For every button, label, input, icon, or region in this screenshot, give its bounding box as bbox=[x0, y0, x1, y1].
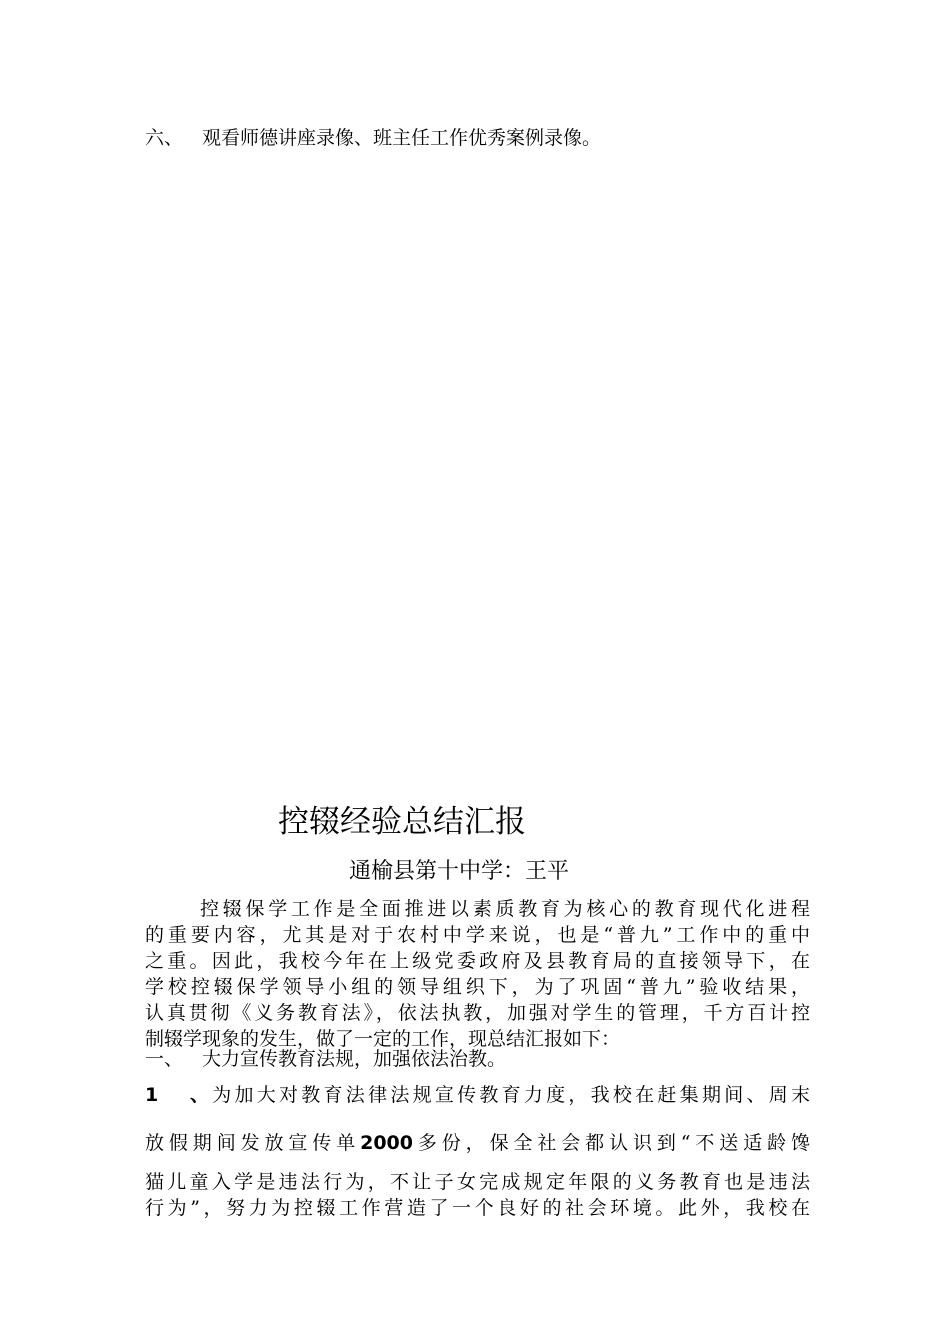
item-one-line-1 bbox=[145, 1083, 810, 1107]
paragraph-line: 认真贯彻《义务教育法》，依法执教，加强对学生的管理，千方百计控 bbox=[145, 1002, 810, 1024]
item-text: 多份，保全社会都认识到“不送适龄馋 bbox=[412, 1132, 810, 1154]
item-one-line-3 bbox=[145, 1170, 810, 1194]
item-one-line-4 bbox=[145, 1196, 810, 1220]
intro-paragraph bbox=[145, 896, 810, 1052]
paragraph-line: 之重。因此，我校今年在上级党委政府及县教育局的直接领导下，在 bbox=[145, 950, 810, 972]
section-number: 六、 bbox=[145, 127, 184, 149]
section-number: 一、 bbox=[145, 1048, 184, 1070]
leaflet-count: 2000 bbox=[360, 1132, 413, 1154]
item-text: 行为”，努力为控辍工作营造了一个良好的社会环境。此外，我校在 bbox=[145, 1197, 810, 1219]
paragraph-line: 的重要内容，尤其是对于农村中学来说，也是“普九”工作中的重中 bbox=[145, 924, 810, 946]
section-heading-one bbox=[145, 1047, 810, 1071]
item-text: 猫儿童入学是违法行为，不让子女完成规定年限的义务教育也是违法 bbox=[145, 1171, 810, 1193]
document-author: 通榆县第十中学：王平 bbox=[349, 859, 570, 884]
document-title: 控辍经验总结汇报 bbox=[278, 804, 526, 840]
paragraph-line: 制辍学现象的发生，做了一定的工作，现总结汇报如下： bbox=[145, 1028, 621, 1050]
item-text: 放假期间发放宣传单 bbox=[145, 1132, 361, 1154]
paragraph-line: 控辍保学工作是全面推进以素质教育为核心的教育现代化进程 bbox=[200, 898, 810, 920]
section-heading-six bbox=[145, 126, 810, 150]
section-text: 观看师德讲座录像、班主任工作优秀案例录像。 bbox=[202, 127, 602, 149]
section-text: 大力宣传教育法规，加强依法治教。 bbox=[202, 1048, 507, 1070]
paragraph-line: 学校控辍保学领导小组的领导组织下，为了巩固“普九”验收结果， bbox=[145, 976, 810, 998]
item-one-line-2 bbox=[145, 1131, 810, 1155]
item-number: 1、 bbox=[145, 1084, 209, 1106]
item-text: 为加大对教育法律法规宣传教育力度，我校在赶集期间、周末 bbox=[209, 1084, 810, 1106]
